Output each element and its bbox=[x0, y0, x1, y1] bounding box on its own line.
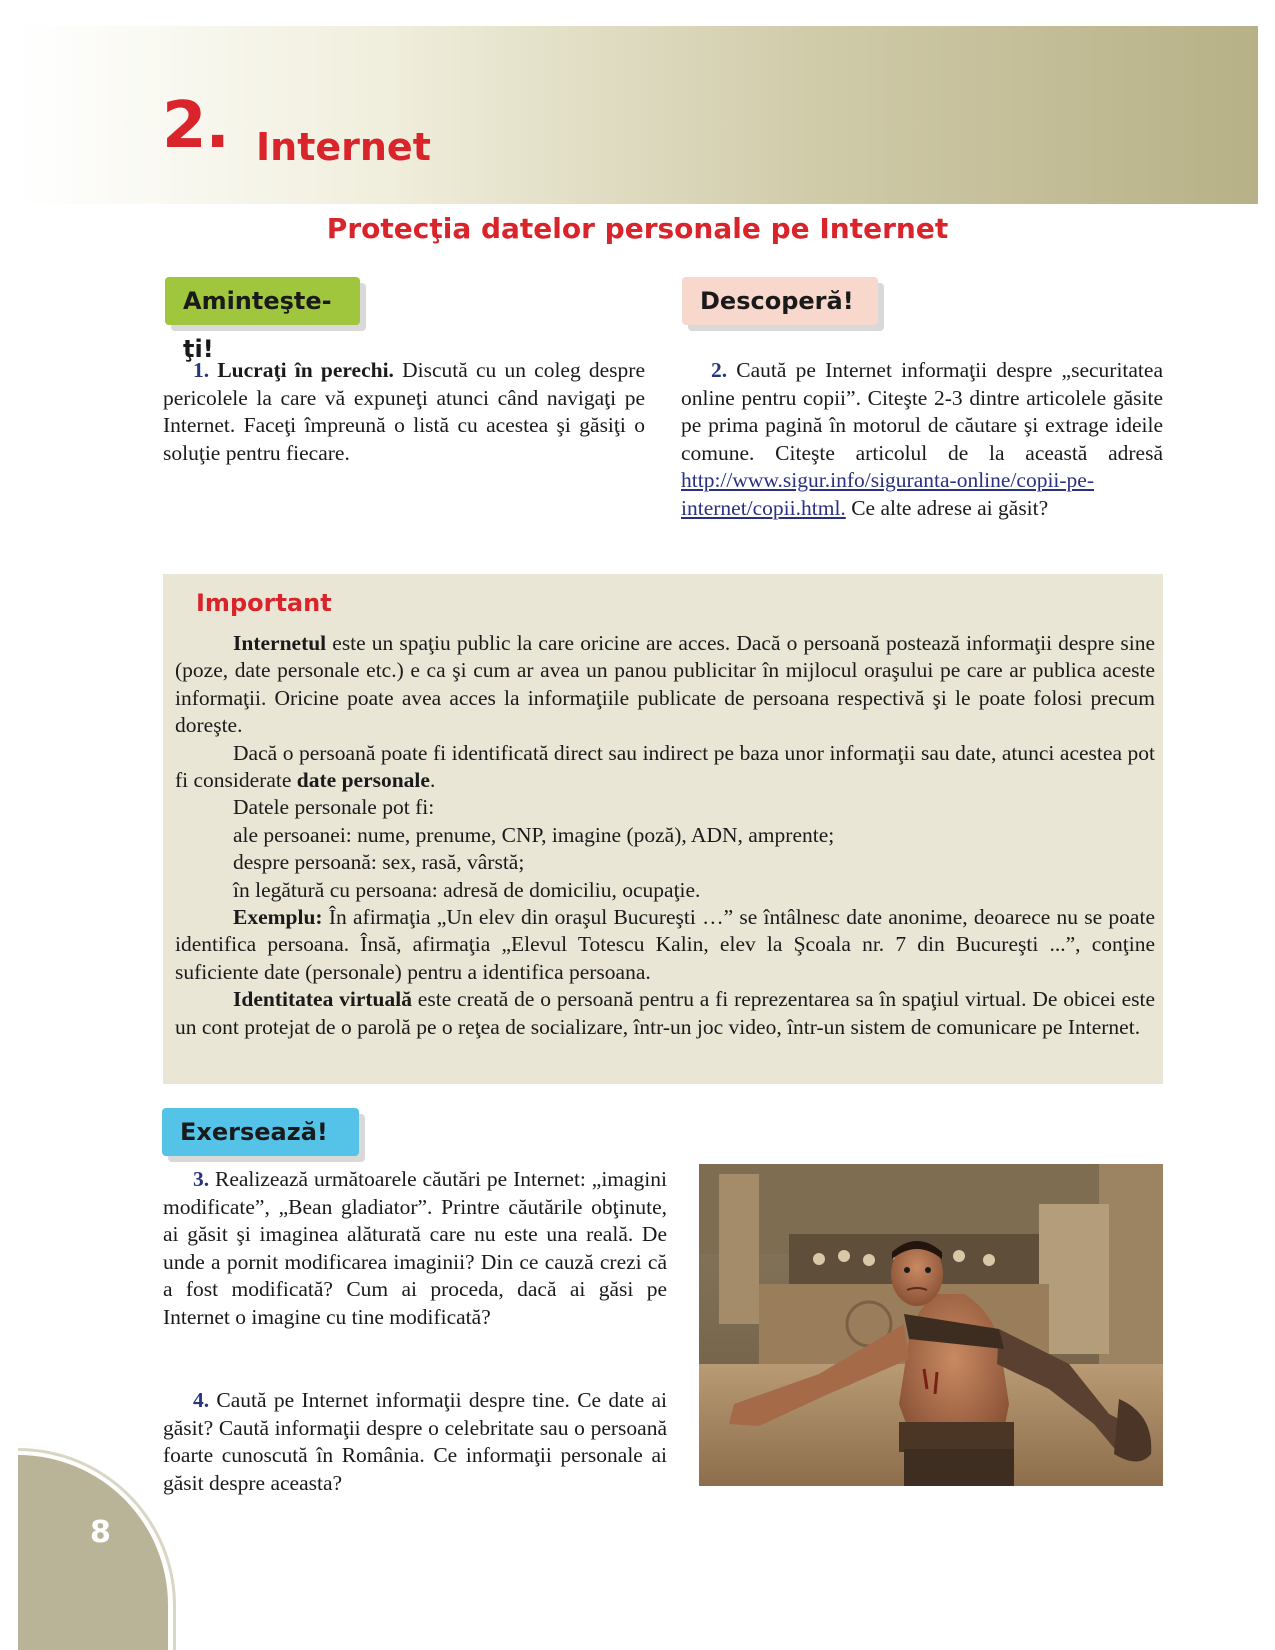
important-paragraph bbox=[175, 630, 1155, 740]
paragraph-text: . bbox=[429, 768, 436, 793]
chapter-title: Internet bbox=[256, 125, 431, 169]
page-number: 8 bbox=[90, 1515, 111, 1550]
exercise-number: 1. bbox=[193, 358, 210, 382]
exercise-text: Realizează următoarele căutări pe Internet: „imagini modificate”, „Bean gladiator”. Printre căutările obţinute, ai găsit şi imaginea alăturată care nu este una reală. De unde a pornit modificarea imaginii? Din ce cauză crezi că a fost modificată? Cum ai proceda, dacă ai găsi pe Internet o imagine cu tine modificată? bbox=[163, 1167, 667, 1329]
gladiator-photo bbox=[699, 1164, 1163, 1486]
term-virtual-identity: Identitatea virtuală bbox=[233, 987, 412, 1012]
exercise-1 bbox=[163, 357, 645, 467]
exercise-number: 4. bbox=[193, 1388, 210, 1412]
exercise-text: Caută pe Internet informaţii despre tine. Ce date ai găsit? Caută informaţii despre o celebritate sau o persoană foarte cunoscută în România. Ce informaţii personale ai găsit despre aceasta? bbox=[163, 1388, 667, 1495]
exercise-2 bbox=[681, 357, 1163, 522]
list-item: în legătură cu persoana: adresă de domiciliu, ocupaţie. bbox=[233, 877, 701, 902]
exercise-3 bbox=[163, 1166, 667, 1331]
identity-paragraph bbox=[175, 986, 1155, 1041]
important-paragraph bbox=[175, 740, 1155, 795]
important-title: Important bbox=[196, 589, 332, 617]
paragraph-text: este un spaţiu public la care oricine are acces. Dacă o persoană postează informaţii despre sine (poze, date personale etc.) e ca şi cum ar avea un panou publicitar în mijlocul oraşului pe care ar publica aceste informaţii. Oricine poate avea acces la informaţiile publicate de persoana respectivă şi le poate folosi precum doreşte. bbox=[175, 631, 1155, 738]
lesson-subtitle: Protecţia datelor personale pe Internet bbox=[326, 212, 949, 245]
list-item: despre persoană: sex, rasă, vârstă; bbox=[233, 850, 525, 875]
important-text bbox=[175, 630, 1155, 1041]
paragraph-text: În afirmaţia „Un elev din oraşul Bucureşti …” se întâlnesc date anonime, deoarece nu se poate identifica persoana. Însă, afirmaţia „Elevul Totescu Kalin, elev la Şcoala nr. 7 din Bucureşti ...”, conţine suficiente date (personale) pentru a identifica persoana. bbox=[175, 905, 1155, 984]
exercise-bold-lead: Lucraţi în perechi. bbox=[217, 358, 394, 382]
paragraph-text: este creată de o persoană pentru a fi reprezentarea sa în spaţiul virtual. De obicei este un cont protejat de o parolă pe o reţea de socializare, într-un joc video, într-un sistem de comunicare pe Internet. bbox=[175, 987, 1155, 1039]
remember-tag: Aminteşte-ţi! bbox=[165, 277, 360, 325]
term-personal-data: date personale bbox=[296, 768, 430, 793]
list-item: ale persoanei: nume, prenume, CNP, imagine (poză), ADN, amprente; bbox=[233, 822, 835, 847]
paragraph-text: Dacă o persoană poate fi identificată direct sau indirect pe baza unor informaţii sau date, atunci acestea pot fi considerate bbox=[175, 740, 1155, 793]
exercise-text: Discută cu un coleg despre pericolele la care vă expuneţi atunci când navigaţi pe Internet. Faceţi împreună o listă cu acestea şi găsiţi o soluţie pentru fiecare. bbox=[163, 358, 646, 465]
term-internet: Internetul bbox=[233, 631, 327, 655]
discover-tag: Descoperă! bbox=[682, 277, 878, 325]
exercise-text: Caută pe Internet informaţii despre „securitatea online pentru copii”. Citeşte 2-3 dintre articolele găsite pe prima pagină în motorul de căutare şi extrage ideile comune. Citeşte articolul de la această adresă bbox=[681, 358, 1163, 465]
list-intro: Datele personale pot fi: bbox=[233, 795, 435, 820]
exercise-number: 2. bbox=[711, 358, 728, 382]
chapter-number: 2. bbox=[162, 89, 229, 163]
example-label: Exemplu: bbox=[233, 905, 323, 930]
corner-decoration bbox=[18, 1455, 168, 1650]
exercise-number: 3. bbox=[193, 1167, 210, 1191]
example-paragraph bbox=[175, 904, 1155, 986]
exercise-4 bbox=[163, 1387, 667, 1497]
exercise-tag: Exersează! bbox=[162, 1108, 359, 1156]
exercise-text-end: Ce alte adrese ai găsit? bbox=[845, 495, 1049, 520]
resource-link[interactable]: http://www.sigur.info/siguranta-online/copii-pe-internet/copii.html. bbox=[681, 468, 1095, 520]
